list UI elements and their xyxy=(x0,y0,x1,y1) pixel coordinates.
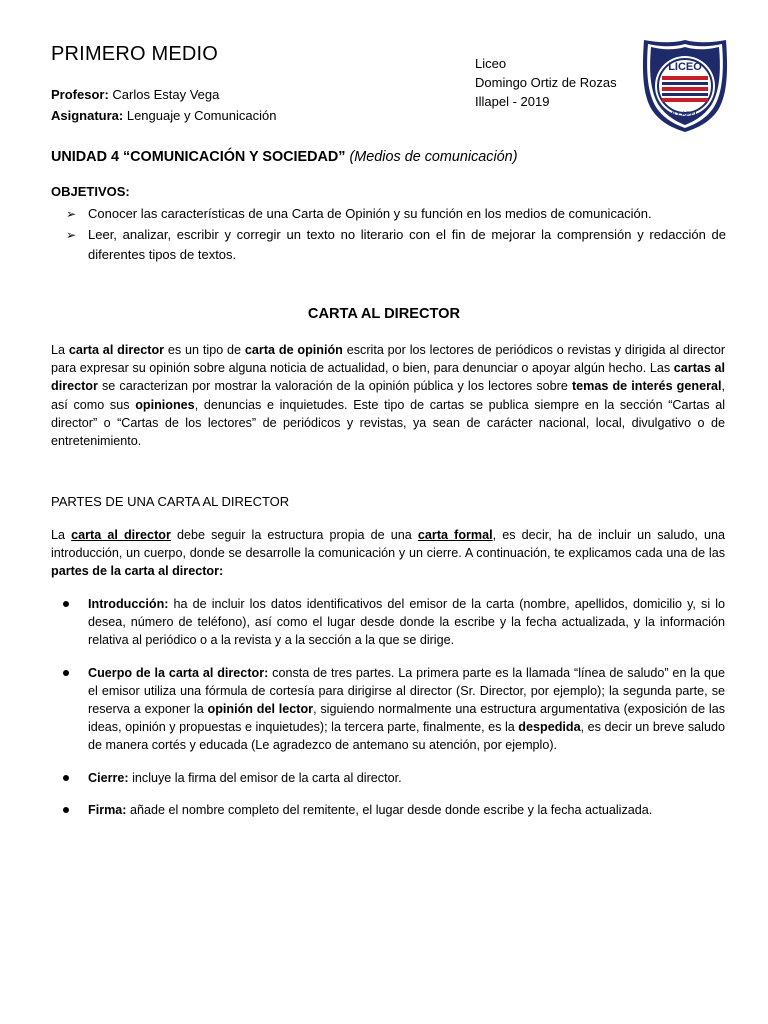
objectives-list xyxy=(66,204,726,266)
intro-paragraph xyxy=(51,341,725,450)
bullet-dot-icon xyxy=(63,670,69,676)
part-item-cierre xyxy=(51,769,725,787)
objectives-title: OBJETIVOS: xyxy=(51,184,130,199)
parts-intro-text: , es decir, ha de incluir un saludo, una introducción, un cuerpo, donde se desarrolle la comunicación y un cierre. A continuación, te explicamos cada una de las xyxy=(51,528,725,561)
school-info xyxy=(475,54,617,111)
part-bold: opinión del lector xyxy=(207,702,314,717)
school-line-3: Illapel - 2019 xyxy=(475,94,550,109)
part-item-introduccion xyxy=(51,595,725,650)
part-text: incluye la firma del emisor de la carta al director. xyxy=(128,770,402,785)
unit-subtitle: (Medios de comunicación) xyxy=(349,149,518,165)
profesor-value: Carlos Estay Vega xyxy=(108,87,220,102)
bullet-dot-icon xyxy=(63,807,69,813)
main-title: CARTA AL DIRECTOR xyxy=(307,306,461,322)
intro-bold: temas de interés general xyxy=(571,379,722,394)
intro-bold: carta de opinión xyxy=(244,343,343,357)
intro-text: , así como sus xyxy=(51,379,725,412)
section-title: PARTES DE UNA CARTA AL DIRECTOR xyxy=(51,494,290,509)
part-bold: despedida xyxy=(518,720,581,735)
school-line-1: Liceo xyxy=(475,56,507,71)
intro-text: es un tipo de xyxy=(164,343,245,357)
arrow-bullet-icon: ➢ xyxy=(66,227,77,242)
intro-bold: opiniones xyxy=(135,397,195,412)
part-label: Cierre: xyxy=(88,770,129,785)
bullet-dot-icon xyxy=(63,775,69,781)
intro-text: escrita por los lectores de periódicos o revistas y dirigida al director para expresar su opinión sobre alguna noticia de actualidad, o bien, para denunciar o apoyar algún hecho. Las xyxy=(51,343,726,376)
school-line-2: Domingo Ortiz de Rozas xyxy=(475,75,617,90)
parts-intro-text: La xyxy=(51,528,72,542)
bullet-dot-icon xyxy=(63,601,69,607)
objective-text: Leer, analizar, escribir y corregir un texto no literario con el fin de mejorar la comprensión y redacción de diferentes tipos de textos. xyxy=(88,226,726,262)
school-crest-logo xyxy=(640,38,730,134)
profesor-line xyxy=(51,87,219,102)
part-label: Introducción: xyxy=(88,597,169,611)
part-text: , es decir un breve saludo de manera cortés y educada (Le agradezco de antemano su atención, por ejemplo). xyxy=(88,720,725,753)
asignatura-value: Lenguaje y Comunicación xyxy=(123,108,277,123)
unit-title: UNIDAD 4 “COMUNICACIÓN Y SOCIEDAD” xyxy=(51,149,346,165)
asignatura-label: Asignatura: xyxy=(51,108,124,123)
parts-intro-underline: carta formal xyxy=(417,528,493,542)
part-text: ha de incluir los datos identificativos del emisor de la carta (nombre, apellidos, domicilio y, si lo desea, número de teléfono), así como el lugar desde donde la escribe y la fecha actualizada, y la información relativa al periódico o a la revista y a la sección a la que se dirige. xyxy=(88,597,725,648)
part-text: consta de tres partes. La primera parte es la llamada “línea de saludo” en la que el emisor utiliza una fórmula de cortesía para dirigirse al director (Sr. Director, por ejemplo); la segunda parte, se reserva a exponer la xyxy=(88,665,725,717)
part-text: , siguiendo normalmente una estructura argumentativa (exposición de las ideas, opinión y propuestas e inquietudes); la tercera parte, finalmente, es la xyxy=(88,702,726,735)
parts-intro-text: debe seguir la estructura propia de una xyxy=(170,528,418,542)
logo-top-text: LICEO xyxy=(668,61,702,73)
part-item-cuerpo xyxy=(51,664,725,755)
objective-item xyxy=(66,225,726,266)
intro-text: se caracterizan por mostrar la valoración de la opinión pública y los lectores sobre xyxy=(97,379,572,394)
arrow-bullet-icon: ➢ xyxy=(66,207,77,221)
intro-text: La xyxy=(51,343,69,357)
objective-text: Conocer las características de una Carta de Opinión y su función en los medios de comunicación. xyxy=(88,206,652,221)
parts-intro-bold: partes de la carta al director: xyxy=(51,564,224,579)
profesor-label: Profesor: xyxy=(51,87,109,102)
intro-bold: cartas al director xyxy=(51,361,725,394)
part-label: Firma: xyxy=(88,802,127,817)
unit-heading xyxy=(51,149,517,165)
intro-bold: carta al director xyxy=(68,343,165,357)
parts-intro-paragraph xyxy=(51,526,725,581)
asignatura-line xyxy=(51,108,276,123)
part-label: Cuerpo de la carta al director: xyxy=(88,665,269,680)
parts-list xyxy=(51,595,725,833)
intro-text: , denuncias e inquietudes. Este tipo de cartas se publica siempre en la sección “Cartas al director” o “Cartas de los lectores” de periódicos y revistas, ya sean de carácter nacional, local, divulgativo o de entretenimiento. xyxy=(51,397,725,449)
objective-item xyxy=(66,204,726,225)
part-item-firma xyxy=(51,801,725,819)
page-title: PRIMERO MEDIO xyxy=(51,43,219,65)
parts-intro-underline: carta al director xyxy=(71,528,171,542)
logo-bottom-text: ILLAPEL xyxy=(671,111,699,118)
part-text: añade el nombre completo del remitente, el lugar desde donde escribe y la fecha actualizada. xyxy=(126,802,653,817)
